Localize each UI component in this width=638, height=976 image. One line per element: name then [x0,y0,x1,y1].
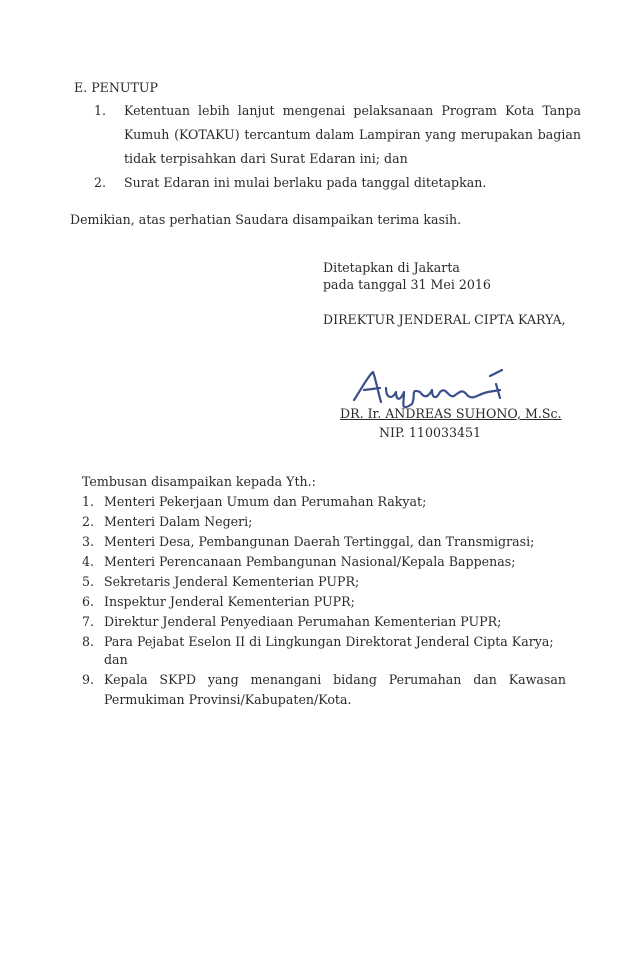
cc-item-text: Menteri Dalam Negeri; [104,514,253,529]
signature-position: DIREKTUR JENDERAL CIPTA KARYA, [323,312,566,327]
cc-heading: Tembusan disampaikan kepada Yth.: [82,474,316,489]
cc-item-number: 5. [82,574,95,589]
cc-item-number: 1. [82,494,95,509]
section-item-number: 2. [94,175,107,190]
cc-item-text: Kepala SKPD yang menangani bidang Perumahan dan Kawasan [104,672,566,687]
cc-item-number: 3. [82,534,95,549]
signatory-nip: NIP. 110033451 [379,425,482,440]
cc-item-text: Para Pejabat Eselon II di Lingkungan Direktorat Jenderal Cipta Karya; [104,634,554,649]
closing-text: Demikian, atas perhatian Saudara disampaikan terima kasih. [70,212,462,227]
cc-item-text: dan [104,652,128,667]
section-item-line: Kumuh (KOTAKU) tercantum dalam Lampiran yang merupakan bagian [124,127,581,142]
cc-item-number: 2. [82,514,95,529]
cc-item-number: 6. [82,594,95,609]
signature-place: Ditetapkan di Jakarta [323,260,460,275]
cc-item-number: 4. [82,554,95,569]
cc-item-text: Direktur Jenderal Penyediaan Perumahan Kementerian PUPR; [104,614,502,629]
cc-item-text: Menteri Pekerjaan Umum dan Perumahan Rakyat; [104,494,427,509]
section-heading: E. PENUTUP [74,80,158,95]
signatory-name: DR. Ir. ANDREAS SUHONO, M.Sc. [340,406,562,421]
cc-item-number: 7. [82,614,95,629]
section-item-number: 1. [94,103,107,118]
cc-item-text: Inspektur Jenderal Kementerian PUPR; [104,594,355,609]
cc-item-text: Sekretaris Jenderal Kementerian PUPR; [104,574,360,589]
cc-item-text: Menteri Perencanaan Pembangunan Nasional/Kepala Bappenas; [104,554,516,569]
cc-item-text: Permukiman Provinsi/Kabupaten/Kota. [104,692,352,707]
section-item-line: tidak terpisahkan dari Surat Edaran ini; dan [124,151,408,166]
cc-item-number: 8. [82,634,95,649]
section-item-line: Ketentuan lebih lanjut mengenai pelaksanaan Program Kota Tanpa [124,103,581,118]
section-item-line: Surat Edaran ini mulai berlaku pada tanggal ditetapkan. [124,175,487,190]
cc-item-number: 9. [82,672,95,687]
signature-date: pada tanggal 31 Mei 2016 [323,277,491,292]
cc-item-text: Menteri Desa, Pembangunan Daerah Tertinggal, dan Transmigrasi; [104,534,535,549]
handwritten-signature [340,358,510,410]
